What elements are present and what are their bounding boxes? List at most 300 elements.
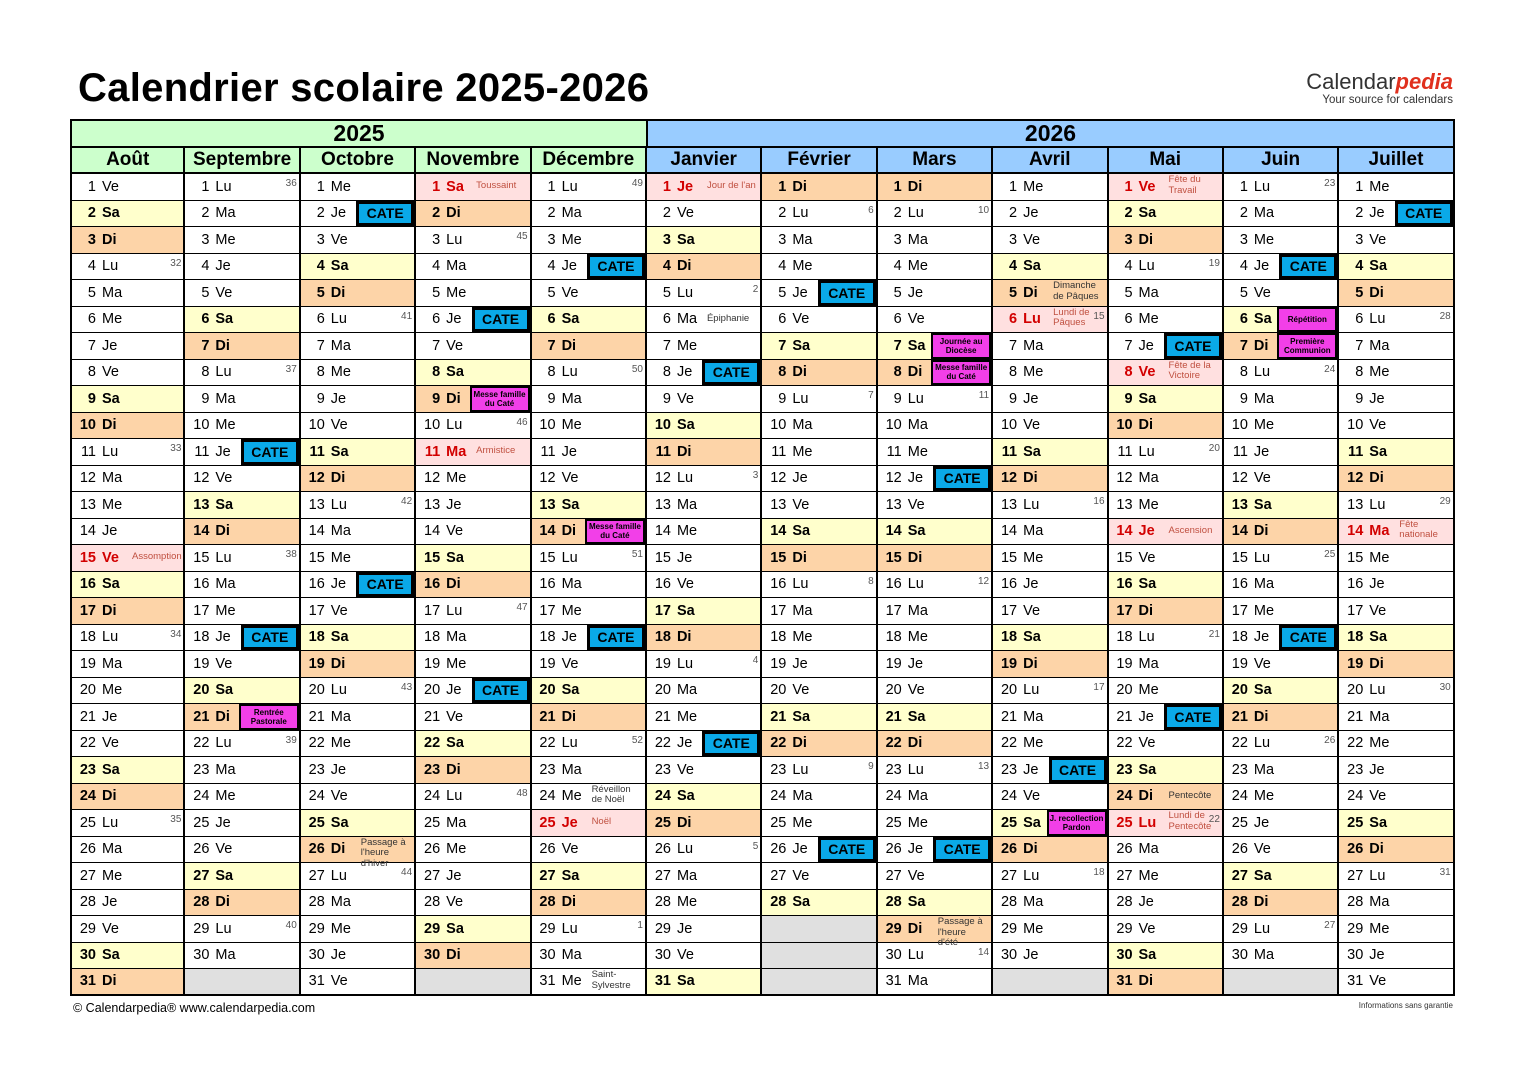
- day-number: 10: [539, 417, 556, 434]
- day-number: 17: [885, 602, 902, 619]
- day-number: 22: [654, 735, 671, 752]
- day-cell: [1224, 757, 1337, 784]
- day-cell: [1339, 307, 1452, 334]
- week-number: 3: [752, 469, 759, 481]
- day-cell: [72, 598, 183, 625]
- cate-badge[interactable]: CATE: [1164, 333, 1222, 359]
- day-cell: [1224, 572, 1337, 599]
- weekday-label: Lu: [446, 231, 463, 248]
- weekday-label: Di: [907, 178, 923, 195]
- weekday-label: Di: [1369, 470, 1384, 487]
- weekday-label: Di: [102, 788, 117, 805]
- day-cell: [647, 598, 760, 625]
- weekday-label: Me: [792, 629, 813, 646]
- day-number: 30: [424, 947, 441, 964]
- day-number: 23: [79, 761, 96, 778]
- day-number: 28: [79, 894, 96, 911]
- day-cell: [762, 678, 875, 705]
- day-number: 24: [770, 788, 787, 805]
- day-cell: [301, 413, 414, 440]
- weekday-label: Je: [792, 655, 808, 672]
- event-badge[interactable]: Messe famille du Caté: [931, 360, 991, 386]
- day-number: 20: [193, 682, 210, 699]
- day-cell: [301, 784, 414, 811]
- day-cell: [185, 201, 298, 228]
- day-number: 25: [424, 814, 441, 831]
- weekday-label: Me: [1253, 231, 1275, 248]
- week-number: 9: [868, 761, 874, 772]
- weekday-label: Je: [792, 470, 808, 487]
- cate-badge[interactable]: CATE: [241, 439, 299, 465]
- day-cell: [185, 307, 298, 334]
- day-cell: [532, 413, 645, 440]
- day-number: 9: [201, 390, 210, 407]
- weekday-label: Lu: [330, 867, 347, 884]
- day-number: 2: [1124, 205, 1133, 222]
- weekday-label: Me: [1253, 417, 1275, 434]
- day-cell: [993, 678, 1106, 705]
- weekday-label: Lu: [1138, 629, 1155, 646]
- weekday-label: Me: [907, 443, 928, 460]
- day-cell: [1224, 333, 1337, 360]
- day-cell: [1339, 731, 1452, 758]
- day-cell: [878, 386, 991, 413]
- weekday-label: Ve: [1138, 549, 1156, 566]
- weekday-label: Ve: [792, 867, 810, 884]
- weekday-label: Me: [1369, 364, 1390, 381]
- day-number: 29: [308, 920, 325, 937]
- day-cell: [532, 360, 645, 387]
- weekday-label: Ve: [792, 311, 810, 328]
- day-cell: [72, 625, 183, 652]
- brand-logo[interactable]: [1306, 70, 1453, 106]
- cate-badge[interactable]: CATE: [702, 731, 760, 757]
- day-number: 15: [539, 549, 556, 566]
- day-number: 13: [770, 496, 787, 513]
- event-badge[interactable]: Messe famille du Caté: [470, 386, 530, 412]
- day-number: 31: [1347, 973, 1364, 990]
- weekday-label: Di: [907, 920, 923, 937]
- day-number: 12: [424, 470, 441, 487]
- day-cell: [647, 651, 760, 678]
- day-number: 20: [1347, 682, 1364, 699]
- day-number: 17: [539, 602, 556, 619]
- cate-badge[interactable]: CATE: [587, 625, 645, 651]
- month-header: Mars: [878, 148, 991, 174]
- day-number: 24: [308, 788, 325, 805]
- day-cell: [762, 492, 875, 519]
- cate-badge[interactable]: CATE: [356, 572, 414, 598]
- day-cell: [301, 757, 414, 784]
- cate-badge[interactable]: CATE: [933, 837, 991, 863]
- weekday-label: Sa: [215, 682, 234, 699]
- empty-day-cell: [762, 943, 875, 970]
- day-cell: [878, 545, 991, 572]
- empty-day-cell: [762, 969, 875, 996]
- weekday-label: Ve: [215, 470, 233, 487]
- day-cell: [185, 943, 298, 970]
- day-cell: [647, 916, 760, 943]
- weekday-label: Lu: [1138, 814, 1157, 831]
- day-cell: [185, 227, 298, 254]
- day-cell: [762, 784, 875, 811]
- day-number: 22: [1347, 735, 1364, 752]
- weekday-label: Lu: [676, 470, 694, 487]
- day-cell: [993, 227, 1106, 254]
- day-number: 7: [1124, 337, 1133, 354]
- weekday-label: Je: [561, 814, 578, 831]
- weekday-label: Sa: [907, 523, 926, 540]
- day-number: 12: [885, 470, 902, 487]
- day-cell: [416, 916, 529, 943]
- weekday-label: Me: [1369, 735, 1390, 752]
- cate-badge[interactable]: CATE: [356, 201, 414, 227]
- day-number: 8: [1009, 364, 1018, 381]
- cate-badge[interactable]: CATE: [818, 837, 876, 863]
- day-number: 13: [1347, 496, 1364, 513]
- weekday-label: Je: [446, 311, 462, 328]
- weekday-label: Di: [1138, 417, 1154, 434]
- day-number: 13: [1116, 496, 1133, 513]
- cate-badge[interactable]: CATE: [1049, 757, 1107, 783]
- month-header: Janvier: [647, 148, 760, 174]
- day-cell: [1339, 890, 1452, 917]
- weekday-label: Ve: [446, 894, 464, 911]
- weekday-label: Sa: [907, 337, 926, 354]
- day-note: Réveillon de Noël: [591, 783, 631, 805]
- day-cell: [1339, 466, 1452, 493]
- day-number: 13: [1231, 496, 1248, 513]
- day-cell: [301, 254, 414, 281]
- weekday-label: Sa: [1023, 258, 1041, 275]
- day-note: Jour de l'an: [706, 180, 756, 191]
- weekday-label: Je: [1023, 390, 1039, 407]
- day-note: Toussaint: [476, 180, 517, 191]
- day-cell: [1109, 413, 1222, 440]
- weekday-label: Me: [561, 973, 582, 990]
- event-badge[interactable]: J. recollection Pardon: [1047, 810, 1107, 836]
- day-number: 1: [662, 178, 671, 195]
- weekday-label: Je: [215, 629, 231, 646]
- day-cell: [878, 837, 991, 864]
- cate-badge[interactable]: CATE: [702, 360, 760, 386]
- day-cell: [762, 386, 875, 413]
- weekday-label: Me: [561, 231, 582, 248]
- day-number: 14: [424, 523, 441, 540]
- day-number: 15: [654, 549, 671, 566]
- day-number: 10: [770, 417, 787, 434]
- weekday-label: Sa: [1138, 576, 1157, 593]
- event-badge[interactable]: Messe famille du Caté: [585, 519, 645, 545]
- cate-badge[interactable]: CATE: [1279, 254, 1337, 280]
- day-number: 1: [316, 178, 325, 195]
- cate-badge[interactable]: CATE: [587, 254, 645, 280]
- day-cell: [1109, 519, 1222, 546]
- day-cell: [72, 572, 183, 599]
- weekday-label: Ve: [1138, 178, 1156, 195]
- empty-day-cell: [416, 969, 529, 996]
- weekday-label: Lu: [330, 496, 347, 513]
- day-cell: [301, 916, 414, 943]
- day-number: 6: [1355, 311, 1364, 328]
- weekday-label: Ve: [102, 735, 119, 752]
- weekday-label: Lu: [792, 390, 809, 407]
- day-cell: [416, 731, 529, 758]
- day-number: 14: [308, 523, 325, 540]
- day-number: 2: [547, 205, 556, 222]
- weekday-label: Lu: [561, 364, 578, 381]
- weekday-label: Me: [792, 814, 813, 831]
- cate-badge[interactable]: CATE: [1164, 704, 1222, 730]
- weekday-label: Ve: [215, 841, 233, 858]
- day-number: 2: [893, 205, 902, 222]
- day-cell: [1224, 916, 1337, 943]
- weekday-label: Me: [330, 549, 351, 566]
- month-column: [647, 148, 762, 996]
- day-cell: [993, 890, 1106, 917]
- day-cell: [532, 916, 645, 943]
- day-number: 12: [1347, 470, 1364, 487]
- day-cell: [762, 227, 875, 254]
- cate-badge[interactable]: CATE: [933, 466, 991, 492]
- day-number: 9: [1239, 390, 1248, 407]
- weekday-label: Di: [1253, 523, 1269, 540]
- weekday-label: Lu: [446, 417, 463, 434]
- day-number: 18: [308, 629, 325, 646]
- weekday-label: Lu: [215, 920, 232, 937]
- day-number: 25: [539, 814, 556, 831]
- weekday-label: Sa: [1023, 443, 1041, 460]
- day-cell: [1339, 439, 1452, 466]
- weekday-label: Lu: [1253, 178, 1271, 195]
- day-cell: [647, 545, 760, 572]
- weekday-label: Ve: [1253, 284, 1271, 301]
- day-cell: [301, 174, 414, 201]
- day-cell: [72, 413, 183, 440]
- day-number: 1: [1355, 178, 1364, 195]
- day-cell: [416, 837, 529, 864]
- day-cell: [1109, 837, 1222, 864]
- day-note: Pentecôte: [1168, 789, 1212, 801]
- day-number: 4: [893, 258, 902, 275]
- day-cell: [1224, 413, 1337, 440]
- weekday-label: Di: [561, 337, 577, 354]
- day-number: 24: [654, 788, 671, 805]
- day-cell: [1224, 466, 1337, 493]
- day-cell: [993, 943, 1106, 970]
- weekday-label: Ve: [102, 178, 119, 195]
- day-cell: [878, 174, 991, 201]
- day-cell: [993, 360, 1106, 387]
- empty-day-cell: [185, 969, 298, 996]
- day-number: 7: [432, 337, 441, 354]
- day-cell: [993, 254, 1106, 281]
- weekday-label: Je: [1023, 947, 1039, 964]
- footer-copyright[interactable]: © Calendarpedia® www.calendarpedia.com: [73, 1001, 316, 1015]
- day-number: 18: [1000, 629, 1018, 646]
- day-cell: [762, 280, 875, 307]
- day-cell: [762, 360, 875, 387]
- day-cell: [301, 280, 414, 307]
- day-number: 11: [309, 443, 325, 460]
- weekday-label: Lu: [1369, 496, 1386, 513]
- day-number: 16: [79, 576, 96, 593]
- day-note: Ascension: [1168, 524, 1213, 536]
- day-cell: [416, 492, 529, 519]
- cate-badge[interactable]: CATE: [818, 280, 876, 306]
- day-cell: [1224, 890, 1337, 917]
- day-number: 4: [778, 258, 787, 275]
- weekday-label: Me: [215, 231, 236, 248]
- cate-badge[interactable]: CATE: [241, 625, 299, 651]
- day-cell: [1339, 492, 1452, 519]
- month-header: Juin: [1224, 148, 1337, 174]
- day-cell: [993, 280, 1106, 307]
- day-number: 23: [539, 761, 556, 778]
- day-cell: [647, 863, 760, 890]
- day-cell: [185, 810, 298, 837]
- day-cell: [647, 333, 760, 360]
- day-number: 8: [547, 364, 556, 381]
- month-column: [1109, 148, 1224, 996]
- day-cell: [878, 890, 991, 917]
- weekday-label: Ve: [1023, 231, 1041, 248]
- day-number: 7: [201, 337, 210, 354]
- weekday-label: Lu: [907, 576, 924, 593]
- day-cell: [762, 890, 875, 917]
- day-number: 7: [1239, 337, 1248, 354]
- day-number: 3: [1355, 231, 1364, 248]
- weekday-label: Je: [907, 470, 924, 487]
- week-number: 20: [1208, 443, 1220, 454]
- day-number: 8: [1239, 364, 1248, 381]
- day-cell: [416, 333, 529, 360]
- day-cell: [1339, 572, 1452, 599]
- day-number: 23: [424, 761, 441, 778]
- day-cell: [416, 174, 529, 201]
- event-badge[interactable]: Rentrée Pastorale: [239, 704, 299, 730]
- day-cell: [1224, 360, 1337, 387]
- event-badge[interactable]: Journée au Diocèse: [931, 333, 991, 359]
- weekday-label: Je: [792, 284, 808, 301]
- weekday-label: Ma: [792, 231, 813, 248]
- day-cell: [1339, 201, 1452, 228]
- day-number: 31: [654, 973, 671, 990]
- day-cell: [1109, 598, 1222, 625]
- day-cell: [1224, 174, 1337, 201]
- weekday-label: Lu: [1023, 496, 1040, 513]
- weekday-label: Ma: [561, 576, 582, 593]
- day-number: 11: [1232, 443, 1248, 460]
- weekday-label: Ma: [446, 814, 467, 831]
- day-number: 16: [1000, 576, 1018, 593]
- weekday-label: Di: [907, 364, 923, 381]
- day-number: 28: [539, 894, 556, 911]
- day-cell: [762, 625, 875, 652]
- weekday-label: Lu: [792, 205, 809, 222]
- cate-badge[interactable]: CATE: [472, 307, 530, 333]
- day-number: 3: [432, 231, 441, 248]
- day-cell: [416, 810, 529, 837]
- day-number: 29: [79, 920, 96, 937]
- day-number: 14: [885, 523, 902, 540]
- day-number: 31: [79, 973, 96, 990]
- weekday-label: Sa: [1369, 814, 1388, 831]
- day-number: 25: [1116, 814, 1133, 831]
- day-number: 16: [1116, 576, 1133, 593]
- day-cell: [762, 174, 875, 201]
- day-cell: [1109, 307, 1222, 334]
- weekday-label: Sa: [676, 231, 695, 248]
- day-number: 25: [885, 814, 902, 831]
- day-cell: [72, 704, 183, 731]
- month-column: [185, 148, 300, 996]
- day-number: 27: [193, 867, 210, 884]
- day-cell: [1224, 625, 1337, 652]
- week-number: 2: [752, 284, 759, 295]
- day-cell: [878, 280, 991, 307]
- cate-badge[interactable]: CATE: [472, 678, 530, 704]
- day-number: 13: [1000, 496, 1018, 513]
- day-cell: [185, 757, 298, 784]
- day-cell: [72, 863, 183, 890]
- month-header: Août: [72, 148, 183, 174]
- weekday-label: Lu: [1023, 311, 1041, 328]
- day-number: 23: [308, 761, 325, 778]
- weekday-label: Ve: [1369, 417, 1387, 434]
- day-cell: [762, 545, 875, 572]
- day-number: 19: [654, 655, 671, 672]
- weekday-label: Me: [792, 443, 813, 460]
- weekday-label: Ma: [1023, 523, 1044, 540]
- day-cell: [762, 704, 875, 731]
- weekday-label: Ve: [676, 205, 694, 222]
- event-badge[interactable]: Répétition: [1277, 307, 1337, 333]
- day-cell: [185, 651, 298, 678]
- day-number: 29: [1231, 920, 1248, 937]
- day-number: 10: [1347, 417, 1364, 434]
- day-number: 27: [770, 867, 787, 884]
- day-number: 28: [424, 894, 441, 911]
- day-cell: [878, 466, 991, 493]
- day-cell: [532, 519, 645, 546]
- day-cell: [647, 227, 760, 254]
- day-cell: [532, 704, 645, 731]
- day-cell: [762, 810, 875, 837]
- weekday-label: Ve: [1369, 602, 1387, 619]
- day-cell: [185, 572, 298, 599]
- day-number: 5: [662, 284, 671, 301]
- day-number: 9: [87, 390, 96, 407]
- month-header: Novembre: [416, 148, 529, 174]
- cate-badge[interactable]: CATE: [1395, 201, 1453, 227]
- weekday-label: Lu: [907, 947, 924, 964]
- day-cell: [416, 757, 529, 784]
- cate-badge[interactable]: CATE: [1279, 625, 1337, 651]
- day-cell: [301, 651, 414, 678]
- weekday-label: Me: [561, 788, 582, 805]
- weekday-label: Lu: [215, 364, 232, 381]
- event-badge[interactable]: Première Communion: [1277, 333, 1337, 359]
- day-cell: [72, 757, 183, 784]
- weekday-label: Me: [676, 337, 698, 354]
- month-header: Juillet: [1339, 148, 1452, 174]
- day-number: 18: [885, 629, 902, 646]
- weekday-label: Di: [1253, 337, 1269, 354]
- weekday-label: Lu: [102, 814, 119, 831]
- month-header: Octobre: [301, 148, 414, 174]
- day-number: 21: [1116, 708, 1133, 725]
